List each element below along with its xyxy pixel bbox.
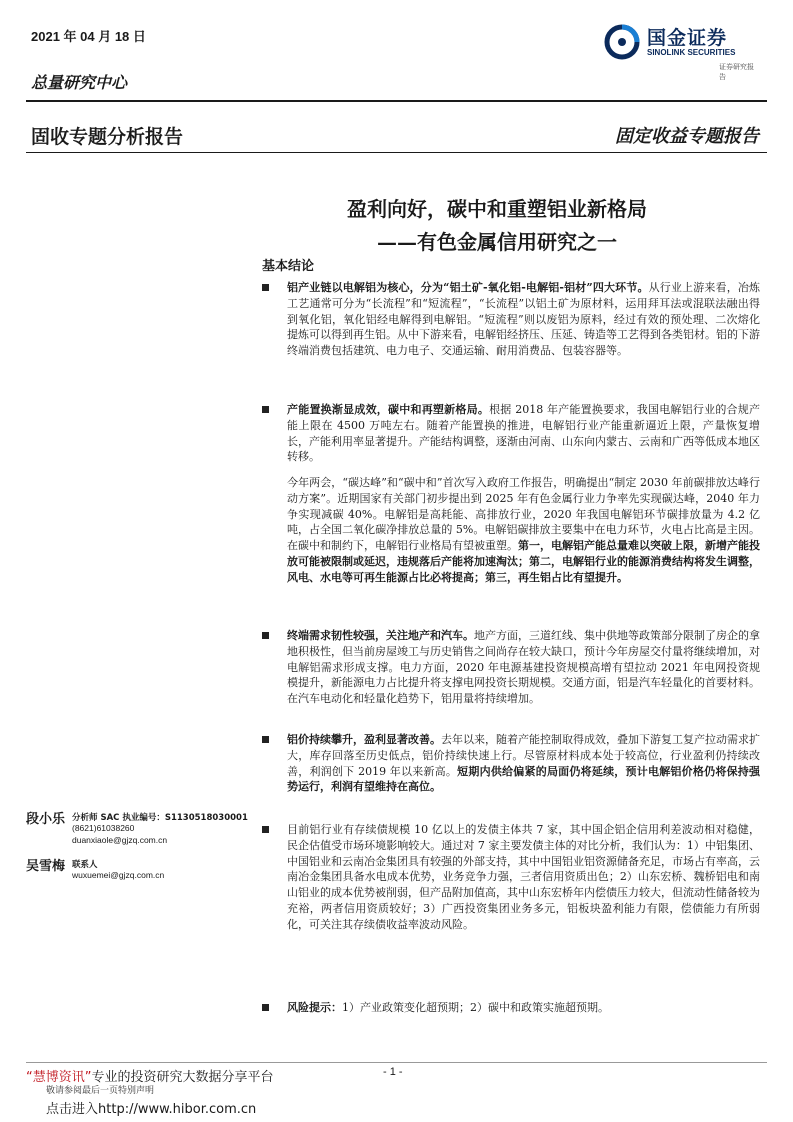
report-type: 固收专题分析报告 bbox=[31, 126, 184, 148]
analyst-role: 分析师 SAC 执业编号：S1130518030001 bbox=[72, 813, 248, 823]
header-divider bbox=[26, 100, 767, 102]
risk-paragraph bbox=[262, 1000, 760, 1016]
department-label: 总量研究中心 bbox=[31, 73, 128, 92]
footer-brand-text: 专业的投资研究大数据分享平台 bbox=[91, 1070, 274, 1085]
paragraph-text: 今年两会，“碳达峰”和“碳中和”首次写入政府工作报告，明确提出“制定 2030 年前碳排放达峰行动方案”。近期国家有关部门初步提出到 2025 年有色金属行业力争率先实现碳达峰，2040 年力争实现减碳 40%。电解铝是高耗能、高排放行业，2020 年我国电解铝环节碳排放量为 4.2 亿吨，占全国二氧化碳净排放总量的 5%。电解铝碳排放主要集中在电力环节，火电占比高是主因。在碳中和制约下，电解铝行业格局有望被重塑。 bbox=[287, 476, 760, 553]
paragraph-text: 根据 2018 年产能置换要求，我国电解铝行业的合规产能上限在 4500 万吨左右。随着产能置换的推进，电解铝行业产能重新逼近上限，产量恢复增长，产能利用率显著提升。产能结构调整，逐渐由河南、山东向内蒙古、云南和广西等低成本地区转移。 bbox=[287, 403, 760, 464]
logo-name-cn: 国金证券 bbox=[647, 27, 728, 49]
conclusion-paragraph bbox=[262, 475, 760, 586]
analyst-phone: (8621)61038260 bbox=[72, 823, 135, 833]
bullet-icon bbox=[262, 826, 269, 833]
logo-subtitle: 证券研究报告 bbox=[719, 63, 754, 81]
analyst-email[interactable]: wuxuemei@gjzq.com.cn bbox=[72, 870, 165, 880]
company-logo bbox=[604, 22, 760, 81]
footer-link-label: 点击进入 bbox=[46, 1102, 99, 1117]
paragraph-emphasis: 短期内供给偏紧的局面仍将延续，预计电解铝价格仍将保持强势运行，利润有望维持在高位。 bbox=[287, 764, 760, 794]
paragraph-text: 1）产业政策变化超预期；2）碳中和政策实施超预期。 bbox=[342, 1001, 609, 1014]
bullet-icon bbox=[262, 406, 269, 413]
bullet-icon bbox=[262, 632, 269, 639]
paragraph-lead: 铝产业链以电解铝为核心，分为“铝土矿-氧化铝-电解铝-铝材”四大环节。 bbox=[287, 281, 649, 294]
paragraph-text: 地产方面，三道红线、集中供地等政策部分限制了房企的拿地积极性，但当前房屋竣工与历史销售之间尚存在较大缺口，预计今年房屋交付量将继续增加，对电解铝需求形成支撑。电力方面，2020 年电源基建投资规模高增有望拉动 2021 年电网投资规模提升，新能源电力占比提升将支撑电网投资长期规模。交通方面，铝是汽车轻量化的首要材料。在汽车电动化和轻量化趋势下，铝用量将持续增加。 bbox=[287, 629, 760, 706]
bullet-icon bbox=[262, 284, 269, 291]
section-heading: 基本结论 bbox=[262, 259, 315, 274]
paragraph-lead: 产能置换渐显成效，碳中和再塑新格局。 bbox=[287, 403, 490, 416]
analyst-name: 段小乐 bbox=[26, 812, 66, 827]
paragraph-text: 从行业上游来看，冶炼工艺通常可分为“长流程”和“短流程”，“长流程”以铝土矿为原材料，运用拜耳法或混联法融出得到氧化铝，氧化铝经电解得到电解铝。“短流程”则以废铝为原料，经过有效的预处理、二次熔化提炼可以得到再生铝。从中下游来看，电解铝经挤压、压延、铸造等工艺得到各类铝材。铝的下游终端消费包括建筑、电力电子、交通运输、耐用消费品、包装容器等。 bbox=[287, 281, 760, 358]
footer-url[interactable]: http://www.hibor.com.cn bbox=[98, 1102, 257, 1117]
logo-name-en: SINOLINK SECURITIES bbox=[647, 48, 736, 57]
conclusion-paragraph bbox=[262, 628, 760, 707]
conclusion-paragraph bbox=[262, 732, 760, 795]
paragraph-text: 去年以来，随着产能控制取得成效，叠加下游复工复产拉动需求扩大，库存回落至历史低点，铝价持续快速上行。尽管原材料成本处于较高位，行业盈利仍持续改善，利润创下 2019 年以来新高。 bbox=[287, 733, 760, 778]
analyst-email[interactable]: duanxiaole@gjzq.com.cn bbox=[72, 835, 168, 845]
paragraph-text: 目前铝行业有存续债规模 10 亿以上的发债主体共 7 家，其中国企铝企信用利差波动相对稳健，民企估值受市场环境影响较大。通过对 7 家主要发债主体的对比分析，我们认为：1）中铝集团、中国铝业和云南冶金集团具有较强的外部支持，其中中国铝业铝资源储备充足，市场占有率高，云南冶金集团具备水电成本优势，业务竞争力强，三者信用资质出色；2）山东宏桥、魏桥铝电和南山铝业的成本优势被削弱，但产品附加值高，其中山东宏桥年内偿债压力较大，但流动性储备较为充裕，两者信用资质较好；3）广西投资集团业务多元，铝板块盈利能力有限，偿债能力有所弱化，可关注其存续债收益率波动风险。 bbox=[287, 823, 760, 931]
header-divider-bottom bbox=[26, 152, 767, 153]
paragraph-emphasis: 第一，电解铝产能总量难以突破上限，新增产能投放可能被限制或延迟，违规落后产能将加速淘汰；第二，电解铝行业的能源消费结构将发生调整，风电、水电等可再生能源占比必将提高；第三，再生铝占比有望提升。 bbox=[287, 539, 760, 584]
analyst-role: 联系人 bbox=[72, 860, 98, 870]
footer-link[interactable] bbox=[46, 1098, 256, 1117]
analyst-name: 吴雪梅 bbox=[26, 859, 66, 874]
report-date: 2021 年 04 月 18 日 bbox=[31, 29, 146, 44]
page-number: - 1 - bbox=[383, 1066, 403, 1078]
conclusion-paragraph bbox=[262, 822, 760, 933]
footer-disclaimer: 敬请参阅最后一页特别声明 bbox=[46, 1086, 155, 1096]
report-subtitle: ——有色金属信用研究之一 bbox=[377, 230, 617, 254]
sinolink-logo-icon bbox=[604, 24, 640, 60]
bullet-icon bbox=[262, 1004, 269, 1011]
report-title: 盈利向好，碳中和重塑铝业新格局 bbox=[347, 197, 647, 221]
footer-brand-name: “慧博资讯” bbox=[26, 1070, 92, 1085]
paragraph-lead: 终端需求韧性较强，关注地产和汽车。 bbox=[287, 629, 474, 642]
paragraph-lead: 风险提示： bbox=[287, 1001, 342, 1014]
conclusion-paragraph bbox=[262, 280, 760, 359]
paragraph-lead: 铝价持续攀升，盈利显著改善。 bbox=[287, 733, 441, 746]
bullet-icon bbox=[262, 736, 269, 743]
report-category: 固定收益专题报告 bbox=[615, 126, 759, 147]
conclusion-paragraph bbox=[262, 402, 760, 465]
footer-divider bbox=[26, 1062, 767, 1063]
